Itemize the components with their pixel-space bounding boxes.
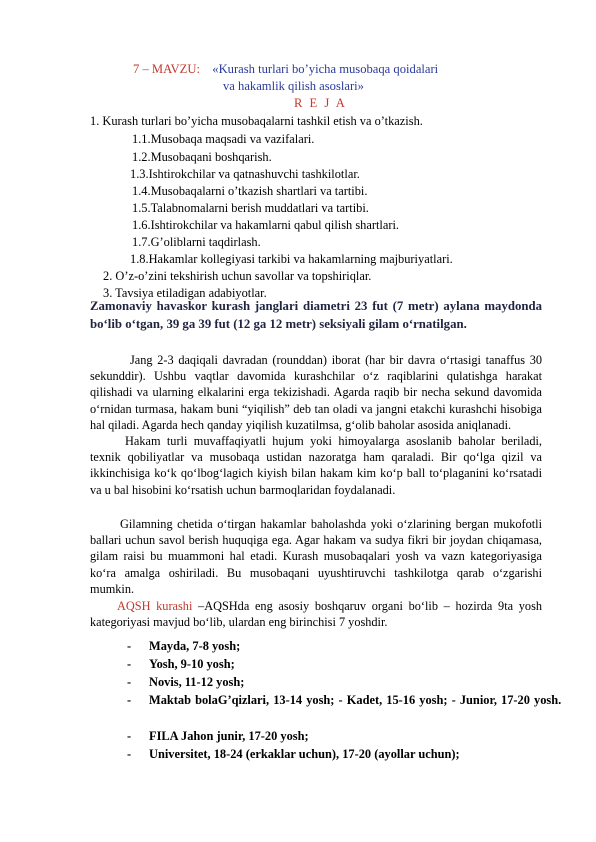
topic-title-line1: «Kurash turlari bo’yicha musobaqa qoidalari <box>212 62 439 76</box>
plan-item-2: 2. O’z-o’zini tekshirish uchun savollar va topshiriqlar. <box>103 269 372 283</box>
paragraph-3: Gilamning chetida o‘tirgan hakamlar baholashda yoki o‘zlarining bergan mukofotli ballari uchun savol berish huquqiga ega. Agar hakam va sudya fikri bir joydan chiqamasa, gilam raisi bu muammoni hal etadi. Kurash musobaqalari yosh va vazn kategoriyasiga ko‘ra amalga oshiriladi. Bu musobaqani uyushtiruvchi tashkilotga qarab o‘zgarishi mumkin. <box>90 517 542 596</box>
topic-title-line2: va hakamlik qilish asoslari» <box>223 79 364 93</box>
plan-subitem: 1.6.Ishtirokchilar va hakamlarni qabul qilish shartlari. <box>132 218 400 232</box>
paragraph-2: Hakam turli muvaffaqiyatli hujum yoki himoyalarga asoslanib baholar beriladi, texnik qobiliyatlar va musobaqa ustidan nazoratga ham qaraladi. Bir qo‘lga qizil va ikkinchisiga ko‘k qo‘lbog‘lagich kiyish bilan hakam kim ko‘p ball to‘plaganini ko‘rsatadi va u bal hisobini ko‘rsatish uchun barmoqlaridan foydalanadi. <box>90 434 542 497</box>
intro-paragraph: Zamonaviy havaskor kurash janglari diametri 23 fut (7 metr) aylana maydonda bo‘lib o‘tgan, 39 ga 39 fut (12 ga 12 metr) seksiyali gilam o‘rnatilgan. <box>90 299 542 331</box>
paragraph-4 <box>90 598 542 630</box>
plan-subitem: 1.5.Talabnomalarni berish muddatlari va tartibi. <box>132 201 369 215</box>
plan-item-3: 3. Tavsiya etiladigan adabiyotlar. <box>103 286 267 300</box>
paragraph-4-text: –AQSHda eng asosiy boshqaruv organi bo‘lib – hozirda 9ta yosh kategoriyasi mavjud bo‘lib, ulardan eng birinchisi 7 yoshdir. <box>90 599 542 630</box>
plan-subitem: 1.2.Musobaqani boshqarish. <box>132 150 272 164</box>
paragraph-1: Jang 2-3 daqiqali davradan (rounddan) iborat (har bir davra o‘rtasigi tanaffus 30 sekunddir). Ushbu vaqtlar davomida kurashchilar o‘z raqiblarini qulatishga harakat qilishadi va ularning elkalarini erga tekizishadi. Agarda raqib bir necha sekund davomida o‘rnidan turmasa, hakam buni “yiqilish” deb tan oladi va jangni etakchi kurashchi hisobiga hal qiladi. Agarda hech qanday yiqilish kuzatilmsa, g‘olib baholar asosida aniqlanadi. <box>90 353 542 432</box>
plan-subitem: 1.7.G’oliblarni taqdirlash. <box>132 235 261 249</box>
plan-subitem: 1.8.Hakamlar kollegiyasi tarkibi va hakamlarning majburiyatlari. <box>130 252 453 266</box>
plan-heading: R E J A <box>294 96 347 110</box>
aqsh-wrestling-link[interactable]: AQSH kurashi <box>117 599 193 613</box>
plan-subitem: 1.1.Musobaqa maqsadi va vazifalari. <box>132 132 315 146</box>
plan-item-1: 1. Kurash turlari bo’yicha musobaqalarni tashkil etish va o’tkazish. <box>90 114 423 128</box>
plan-subitem: 1.3.Ishtirokchilar va qatnashuvchi tashkilotlar. <box>130 167 360 181</box>
plan-subitem: 1.4.Musobaqalarni o’tkazish shartlari va tartibi. <box>132 184 368 198</box>
topic-title <box>133 62 438 77</box>
topic-number: 7 – MAVZU: <box>133 62 200 76</box>
